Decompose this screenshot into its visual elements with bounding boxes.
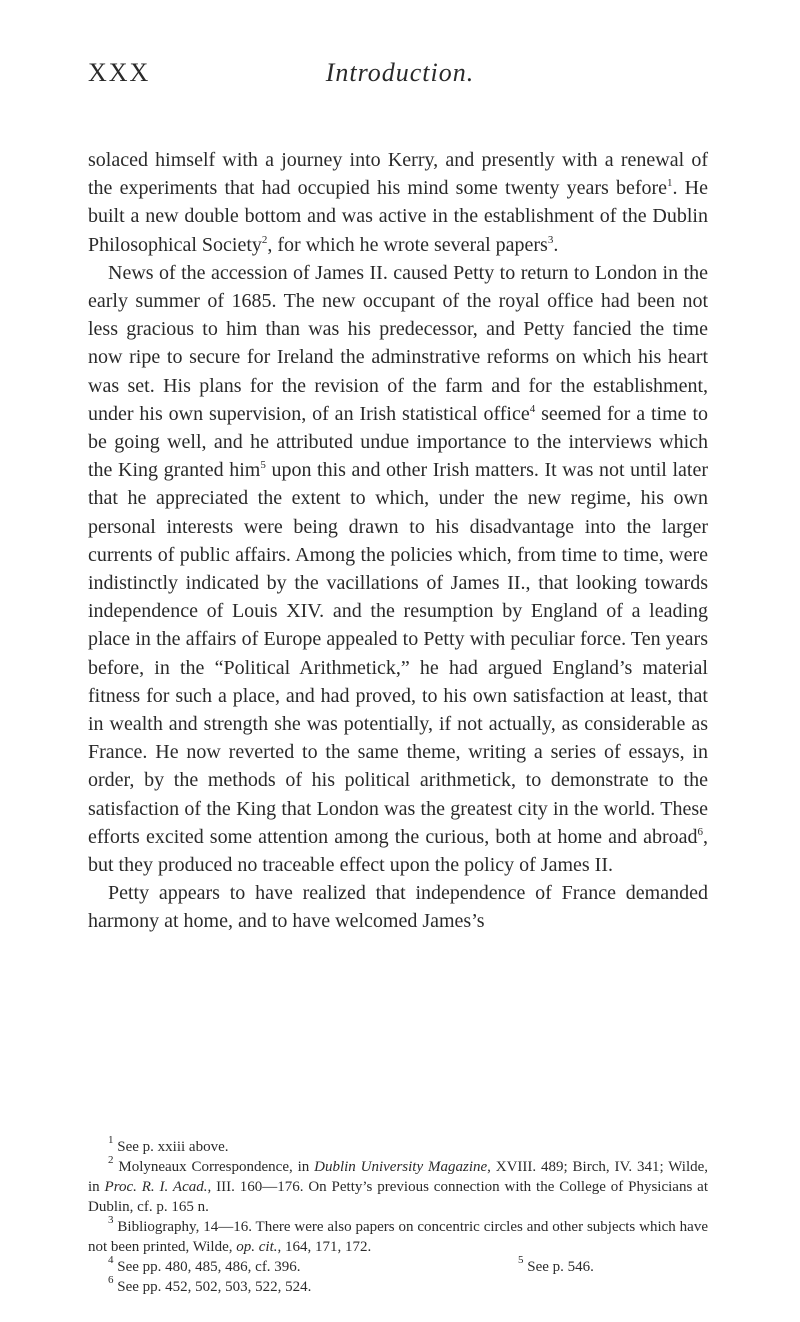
footnote-2: $^2$ Molyneaux Correspondence, in Dublin University Magazine, XVIII. 489; Birch, IV. 341; Wilde, in Proc. R. I. Acad., III. 160—176. On Petty’s previous connection with the College of Physicians at Dublin, cf. p. 165 n. — [88, 1154, 709, 1215]
paragraph-3: Petty appears to have realized that independence of France demanded harmony at home, and to have welcomed James’s — [88, 882, 708, 933]
footnote-1: $^1$ See p. xxiii above. — [108, 1134, 229, 1155]
footnote-ref-2: 2 — [261, 233, 268, 246]
footnote-6: $^6$ See pp. 452, 502, 503, 522, 524. — [108, 1274, 312, 1295]
body-text — [88, 146, 708, 936]
footnote-3: $^3$ Bibliography, 14—16. There were also papers on concentric circles and other subjects which have not been printed, Wilde, op. cit., 164, 171, 172. — [88, 1214, 708, 1255]
paragraph-2: News of the accession of James II. caused Petty to return to London in the early summer of 1685. The new occupant of the royal office had been not less gracious to him than was his predecessor, and Petty fancied the time now ripe to secure for Ireland the adminstrative reforms on which his heart was set. His plans for the revision of the farm and for the establishment, under his own supervision, of an Irish statistical office$^4$ seemed for a time to be going well, and he attributed undue importance to the interviews which the King granted him$^5$ upon this and other Irish matters. It was not until later that he appreciated the extent to which, under the new regime, his own personal interests were being drawn to his disadvantage into the larger currents of public affairs. Among the policies which, from time to time, were indistinctly indicated by the vacillations of James II., that looking towards independence of Louis XIV. and the resumption by England of a leading place in the affairs of Europe appealed to Petty with peculiar force. Ten years before, in the “Political Arithmetick,” he had argued England’s material fitness for such a place, and had proved, to his own satisfaction at least, that in wealth and strength she was potentially, if not actually, as considerable as France. He now reverted to the same theme, writing a series of essays, in order, by the methods of his political arithmetick, to demonstrate to the satisfaction of the King that London was the greatest city in the world. These efforts excited some attention among the curious, both at home and abroad$^6$, but they produced no traceable effect upon the policy of James II. — [88, 261, 708, 877]
footnote-ref-1: 1 — [667, 177, 673, 190]
footnote-ref-3: 3 — [547, 233, 554, 246]
running-title: Introduction. — [325, 58, 475, 87]
paragraph-1: solaced himself with a journey into Kerry, and presently with a renewal of the experiments that had occupied his mind some twenty years before$^1$. He built a new double bottom and was active in the establishment of the Dublin Philosophical Society$^2$, for which he wrote several papers$^3$. — [88, 149, 708, 256]
footnote-ref-5: 5 — [260, 459, 266, 472]
page-number: XXX — [88, 58, 151, 87]
footnote-5: $^5$ See p. 546. — [518, 1254, 594, 1275]
footnotes — [88, 1134, 709, 1297]
footnote-ref-6: 6 — [697, 825, 703, 838]
footnote-4: $^4$ See pp. 480, 485, 486, cf. 396. — [108, 1254, 301, 1275]
page-header — [88, 58, 712, 98]
footnote-4-5 — [88, 1254, 708, 1277]
footnote-ref-4: 4 — [529, 402, 536, 415]
